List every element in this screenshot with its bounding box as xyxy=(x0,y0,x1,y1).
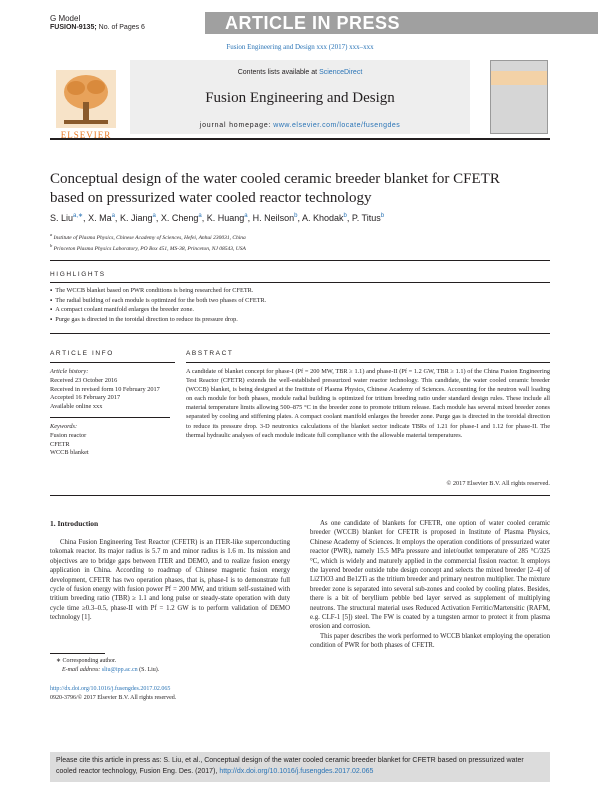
divider xyxy=(50,333,550,334)
corresponding-author: ∗ Corresponding author. xyxy=(56,658,117,664)
author-name: A. Khodak xyxy=(301,213,344,223)
divider xyxy=(50,282,550,283)
divider xyxy=(50,495,550,496)
journal-cover-thumbnail xyxy=(490,60,548,134)
affiliation-b: $^b$ Princeton Plasma Physics Laboratory, PO Box 451, MS-38, Princeton, NJ 08543, USA xyxy=(50,242,246,252)
doi-link[interactable]: http://dx.doi.org/10.1016/j.fusengdes.2017.02.065 xyxy=(50,686,171,692)
highlights-list xyxy=(50,286,550,324)
history-item: Available online xxx xyxy=(50,403,103,411)
author-affiliation-marker[interactable]: a xyxy=(111,213,115,219)
keyword: WCCB blanket xyxy=(50,449,89,457)
copyright-line: © 2017 Elsevier B.V. All rights reserved. xyxy=(446,480,550,487)
affiliations xyxy=(50,231,550,253)
history-item: Received in revised form 10 February 2017 xyxy=(50,385,160,393)
model-line: G Model xyxy=(50,14,81,23)
author-affiliation-marker[interactable]: a xyxy=(198,213,202,219)
sciencedirect-link[interactable]: ScienceDirect xyxy=(319,69,363,76)
history-label: Article history: xyxy=(50,368,89,375)
history-item: Accepted 16 February 2017 xyxy=(50,394,121,402)
list-item: ▪ A compact coolant manifold enlarges the breeder zone. xyxy=(50,305,550,315)
manuscript-ref xyxy=(50,23,145,32)
body-left-column: China Fusion Engineering Test Reactor (CFETR) is an ITER-like superconducting tokomak reactor. Its major radius is 5.7 m and minor radius is 1.6 m. Its mission and objectives are to bridge gaps between ITER and DEMO, and to realize fusion energy application in China. According to roadmap of Chinese magnetic fusion energy development, CFETR has two operation phases, that is, phase-I is to demonstrate full cycle of fusion energy with fusion power Pf = 200 MW, and tritium self-sustained with tritium breeding ratio (TBR) ≥ 1.1 and long pulse or steady-state operation with duty cycle time ≥0.3–0.5, phase-II with Pf = 1.2 GW is to perform validation of DEMO technology [1]. xyxy=(50,539,290,622)
contents-line xyxy=(130,69,470,76)
ref-line: FUSION-9135; xyxy=(50,24,97,31)
email-name: (S. Liu). xyxy=(139,666,160,673)
article-info-block xyxy=(50,368,170,458)
divider xyxy=(186,362,550,363)
body-right-column xyxy=(310,519,550,651)
author-name: K. Jiang xyxy=(119,213,153,223)
contents-prefix: Contents lists available at xyxy=(237,69,318,76)
article-info-heading: ARTICLE INFO xyxy=(50,350,114,357)
list-item: ▪ The WCCB blanket based on PWR conditions is being researched for CFETR. xyxy=(50,286,550,296)
abstract-heading: ABSTRACT xyxy=(186,350,234,357)
author-name: K. Huang xyxy=(206,213,245,223)
article-title: Conceptual design of the water cooled ceramic breeder blanket for CFETR based on pressurized water cooled reactor technology xyxy=(50,171,500,206)
doi-block xyxy=(50,685,290,702)
footnote-rule xyxy=(50,653,105,654)
author-name: H. Neilson xyxy=(252,213,295,223)
homepage-line xyxy=(130,122,470,129)
journal-reference[interactable]: Fusion Engineering and Design xxx (2017) xxx–xxx xyxy=(226,43,374,51)
issn-line: 0920-3796/© 2017 Elsevier B.V. All rights reserved. xyxy=(50,694,177,701)
keyword: Fusion reactor xyxy=(50,431,87,439)
history-item: Received 23 October 2016 xyxy=(50,376,118,384)
email-label: E-mail address: xyxy=(62,666,101,673)
abstract-text: A candidate of blanket concept for phase-I (Pf = 200 MW, TBR ≥ 1.1) and phase-II (Pf = 1.2 GW, TBR ≥ 1.1) of the China Fusion Engineering Test Reactor (CFETR) extends the well-established pressurized water reactor technology. This candidate, the water cooled ceramic breeder (WCCB) blanket, is being designed at the Institute of Plasma Physics, Chinese Academy of Sciences. Accounting for the neutron wall loading on each module for both phases, module radial building is optimized for tritium breeding ratio under standard design rules. These include all material temperature limits allowing 500–875 °C in the breeder zone to promote tritium release. Each module has several mixed breeder zones separated by cooling and stiffening plates. A compact coolant manifold enlarges the breeder zone. Purge gas is directed in the toroidal direction to reduce its pressure drop. 3-D neutronics calculations of the blanket sector indicate TBRs of 1.21 for phase-I and 1.12 for phase-II. The thermal hydraulic analyses of each module indicate full compliance with the allowable material temperatures. xyxy=(186,368,550,439)
body-paragraph: As one candidate of blankets for CFETR, one option of water cooled ceramic breeder (WCCB) blanket for CFETR is proposed in Institute of Plasma Physics, Chinese Academy of Sciences. It employs the operation conditions of pressurized water reactor (PWR), namely 15.5 MPa pressure and inlet/outlet temperature of 285 °C/325 °C, which is widely and maturely applied in the commercial fission reactor. It employs the layered breeder outside tube design concept and selects the mixed breeder [2–4] of Li2TiO3 and Be12Ti as the tritium breeder and primary neutron multiplier. The mixture breeder zone is separated into several sub-zones and cooled by cooling plates. Besides, there is a bit of beryllium pebble bed layer served as supplement of multiplying neutrons. The structural material uses Reduced Activation Ferritic/Martensitic (RAFM, e.g. CLF-1 [5]) steel. The FW is coated by a tungsten armor to protect it from plasma erosion and corrosion. xyxy=(310,520,550,631)
author-affiliation-marker[interactable]: b xyxy=(343,213,347,219)
list-item: ▪ The radial building of each module is optimized for the both two phases of CFETR. xyxy=(50,296,550,306)
article-in-press-banner: ARTICLE IN PRESS xyxy=(205,12,598,34)
divider xyxy=(50,260,550,261)
masthead-center xyxy=(130,60,470,134)
body-paragraph: This paper describes the work performed to WCCB blanket employing the operation condition of PWR for both phases of CFETR. xyxy=(310,632,550,650)
elsevier-tree-logo-icon xyxy=(50,66,122,132)
list-item: ▪ Purge gas is directed in the toroidal direction to reduce its pressure drop. xyxy=(50,315,550,325)
citation-doi-link[interactable]: http://dx.doi.org/10.1016/j.fusengdes.2017.02.065 xyxy=(219,768,374,775)
pages-label: No. of Pages 6 xyxy=(98,24,145,31)
author-name: X. Ma xyxy=(88,213,112,223)
author-affiliation-marker[interactable]: b xyxy=(380,213,385,219)
cover-band xyxy=(491,71,547,85)
divider xyxy=(50,417,170,419)
journal-title: Fusion Engineering and Design xyxy=(205,90,395,106)
citation-text: Please cite this article in press as: S. Liu, et al., Conceptual design of the water cooled ceramic breeder blanket for CFETR based on pressurized water cooled reactor technology, Fusion Eng. Des. (2017), xyxy=(56,757,524,775)
divider xyxy=(50,362,175,363)
keywords-label: Keywords: xyxy=(50,422,78,430)
masthead xyxy=(50,60,550,140)
author-affiliation-marker[interactable]: a xyxy=(152,213,156,219)
author-name: P. Titus xyxy=(351,213,381,223)
keyword: CFETR xyxy=(50,440,70,448)
affiliation-a: $^a$ Institute of Plasma Physics, Chinese Academy of Sciences, Hefei, Anhui 230031, China xyxy=(50,232,246,241)
email-link[interactable]: sliu@ipp.ac.cn xyxy=(101,666,138,673)
homepage-link[interactable]: www.elsevier.com/locate/fusengdes xyxy=(273,122,401,129)
section-heading: 1. Introduction xyxy=(50,519,99,528)
footnote xyxy=(56,657,296,674)
top-left-header xyxy=(50,14,145,32)
highlights-heading: HIGHLIGHTS xyxy=(50,271,106,278)
author-affiliation-marker[interactable]: b xyxy=(294,213,298,219)
author-affiliation-marker[interactable]: a,∗ xyxy=(73,213,84,219)
homepage-label: journal homepage: xyxy=(199,122,272,129)
author-name: X. Cheng xyxy=(160,213,199,223)
publisher-name: ELSEVIER xyxy=(60,130,112,140)
author-list: S. Liu$^{a,∗}$, X. Ma$^a$, K. Jiang$^a$, X. Cheng$^a$, K. Huang$^a$, H. Neilson$^b$, A. Khodak$^b$, P. Titus$^b$ xyxy=(50,213,385,223)
author-name: S. Liu xyxy=(50,213,74,223)
email-line xyxy=(56,666,296,675)
author-affiliation-marker[interactable]: a xyxy=(244,213,248,219)
citation-box xyxy=(50,752,550,782)
